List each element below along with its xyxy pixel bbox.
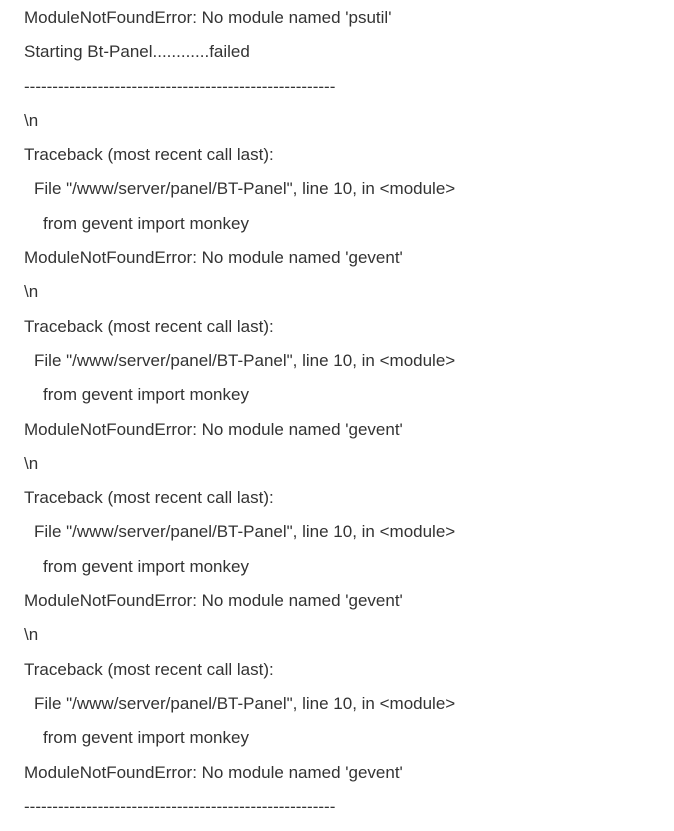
error-line: ModuleNotFoundError: No module named 'gevent' bbox=[24, 248, 403, 268]
newline-marker: \n bbox=[24, 282, 39, 302]
traceback-code-line: from gevent import monkey bbox=[43, 385, 249, 405]
error-line: ModuleNotFoundError: No module named 'gevent' bbox=[24, 419, 403, 439]
traceback-file-line: File "/www/server/panel/BT-Panel", line 10, in <module> bbox=[34, 522, 456, 542]
traceback-header: Traceback (most recent call last): bbox=[24, 488, 274, 508]
traceback-code-line: from gevent import monkey bbox=[43, 728, 249, 748]
error-line: ModuleNotFoundError: No module named 'psutil' bbox=[24, 8, 392, 27]
newline-marker: \n bbox=[24, 453, 39, 473]
error-line: ModuleNotFoundError: No module named 'gevent' bbox=[24, 591, 403, 611]
newline-marker: \n bbox=[24, 110, 39, 130]
status-line: Starting Bt-Panel............failed bbox=[24, 42, 250, 62]
traceback-file-line: File "/www/server/panel/BT-Panel", line 10, in <module> bbox=[34, 179, 456, 199]
error-line: ModuleNotFoundError: No module named 'gevent' bbox=[24, 762, 403, 782]
error-log bbox=[24, 8, 674, 831]
separator-line: ------------------------------------------------------- bbox=[24, 76, 336, 96]
traceback-file-line: File "/www/server/panel/BT-Panel", line 10, in <module> bbox=[34, 693, 456, 713]
traceback-header: Traceback (most recent call last): bbox=[24, 659, 274, 679]
traceback-header: Traceback (most recent call last): bbox=[24, 145, 274, 165]
separator-line: ------------------------------------------------------- bbox=[24, 796, 336, 816]
newline-marker: \n bbox=[24, 625, 39, 645]
traceback-header: Traceback (most recent call last): bbox=[24, 316, 274, 336]
traceback-code-line: from gevent import monkey bbox=[43, 213, 249, 233]
traceback-file-line: File "/www/server/panel/BT-Panel", line 10, in <module> bbox=[34, 350, 456, 370]
traceback-code-line: from gevent import monkey bbox=[43, 556, 249, 576]
